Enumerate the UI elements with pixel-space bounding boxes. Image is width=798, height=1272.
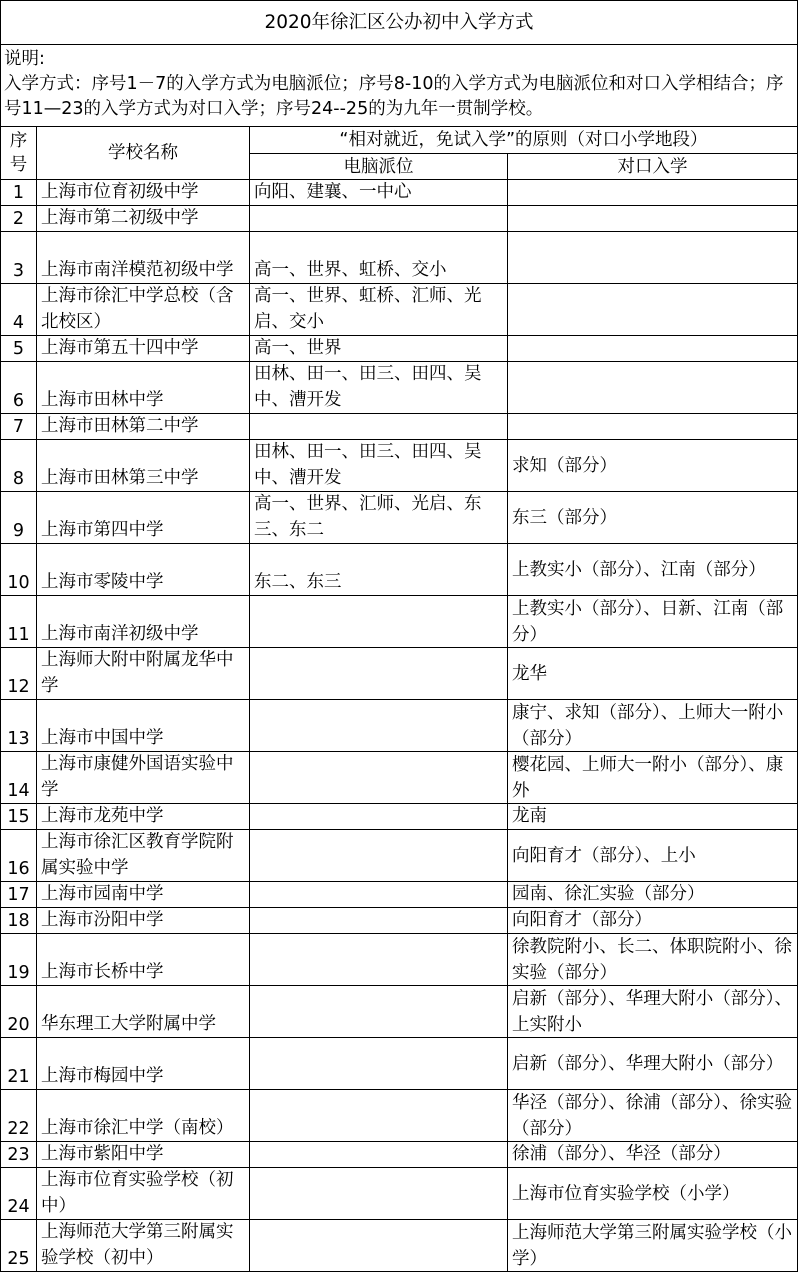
row-index-text: 21	[7, 1067, 30, 1087]
row-school	[37, 986, 250, 1038]
header-school: 学校名称	[37, 127, 250, 180]
row-index-text: 7	[12, 417, 25, 437]
row-school	[37, 284, 250, 336]
row-direct-text: 园南、徐汇实验（部分）	[512, 884, 705, 904]
header-direct: 对口入学	[508, 154, 798, 180]
row-direct-text: 上海市位育实验学校（小学）	[512, 1183, 740, 1204]
row-lottery	[250, 648, 508, 700]
row-lottery	[250, 804, 508, 830]
row-school-text: 上海市中国中学	[41, 728, 164, 748]
row-lottery-text: 田林、田一、田三、田四、吴中、漕开发	[254, 364, 482, 410]
row-index-text: 8	[12, 469, 25, 489]
row-direct-text: 上海师范大学第三附属实验学校（小学）	[512, 1222, 792, 1269]
row-direct	[508, 1168, 798, 1220]
row-direct-text: 启新（部分）、华理大附小（部分）	[512, 1053, 784, 1074]
row-lottery	[250, 700, 508, 752]
row-school-text: 上海师大附中附属龙华中学	[41, 650, 234, 696]
row-school	[37, 1168, 250, 1220]
note-text: 入学方式：序号1－7的入学方式为电脑派位；序号8-10的入学方式为电脑派位和对口入学相结合；序号11—23的入学方式为对口入学；序号24--25的为九年一贯制学校。	[4, 74, 784, 119]
header-index: 序号	[1, 127, 37, 180]
row-school	[37, 544, 250, 596]
row-lottery-text: 高一、世界	[254, 338, 342, 358]
row-index	[1, 414, 37, 440]
row-school-text: 上海市园南中学	[41, 884, 164, 904]
row-school-text: 上海市梅园中学	[41, 1066, 164, 1086]
row-lottery	[250, 284, 508, 336]
row-index	[1, 1220, 37, 1272]
row-school-text: 上海市零陵中学	[41, 572, 164, 592]
row-direct-text: 徐教院附小、长二、体职院附小、徐实验（部分）	[512, 936, 792, 983]
row-school-text: 上海市第五十四中学	[41, 338, 199, 358]
row-direct-text: 东三（部分）	[512, 507, 617, 528]
row-school	[37, 232, 250, 284]
row-school-text: 上海师范大学第三附属实验学校（初中）	[41, 1222, 234, 1268]
row-school-text: 上海市紫阳中学	[41, 1144, 164, 1164]
row-lottery	[250, 830, 508, 882]
row-index-text: 5	[12, 339, 25, 359]
row-school	[37, 206, 250, 232]
table-title: 2020年徐汇区公办初中入学方式	[1, 1, 798, 45]
row-school-text: 上海市位育实验学校（初中）	[41, 1170, 234, 1216]
row-index	[1, 1038, 37, 1090]
row-index	[1, 1090, 37, 1142]
row-school	[37, 908, 250, 934]
row-school-text: 上海市南洋初级中学	[41, 624, 199, 644]
row-index-text: 9	[12, 521, 25, 541]
row-school-text: 上海市田林中学	[41, 390, 164, 410]
row-index	[1, 882, 37, 908]
row-index	[1, 700, 37, 752]
row-direct-text: 华泾（部分）、徐浦（部分）、徐实验（部分）	[512, 1092, 792, 1139]
row-index	[1, 544, 37, 596]
row-school-text: 上海市第二初级中学	[41, 208, 199, 228]
note-label: 说明:	[4, 49, 45, 69]
row-index	[1, 596, 37, 648]
row-direct-text: 向阳育才（部分）、上小	[512, 845, 696, 866]
row-direct	[508, 284, 798, 336]
row-school-text: 上海市田林第三中学	[41, 468, 199, 488]
row-lottery	[250, 596, 508, 648]
row-index	[1, 232, 37, 284]
row-lottery	[250, 882, 508, 908]
row-lottery	[250, 1038, 508, 1090]
row-index	[1, 492, 37, 544]
row-index	[1, 1142, 37, 1168]
row-school	[37, 1090, 250, 1142]
row-lottery	[250, 232, 508, 284]
row-school-text: 上海市康健外国语实验中学	[41, 754, 234, 800]
row-index-text: 12	[7, 677, 30, 697]
row-school	[37, 596, 250, 648]
row-school	[37, 934, 250, 986]
row-index-text: 13	[7, 729, 30, 749]
row-school-text: 上海市徐汇区教育学院附属实验中学	[41, 832, 234, 878]
row-lottery	[250, 180, 508, 206]
row-direct-text: 龙华	[512, 663, 547, 684]
row-school	[37, 648, 250, 700]
row-direct	[508, 336, 798, 362]
row-school-text: 上海市南洋模范初级中学	[41, 260, 234, 280]
row-school-text: 上海市田林第二中学	[41, 416, 199, 436]
row-lottery-text: 高一、世界、汇师、光启、东三、东二	[254, 494, 482, 540]
row-lottery	[250, 908, 508, 934]
row-direct	[508, 206, 798, 232]
row-index	[1, 336, 37, 362]
row-direct-text: 樱花园、上师大一附小（部分）、康外	[512, 754, 784, 801]
row-direct-text: 求知（部分）	[512, 455, 617, 476]
row-school	[37, 1038, 250, 1090]
row-direct	[508, 1142, 798, 1168]
row-direct	[508, 752, 798, 804]
row-lottery	[250, 752, 508, 804]
row-direct	[508, 440, 798, 492]
row-index	[1, 1168, 37, 1220]
row-school-text: 上海市龙苑中学	[41, 806, 164, 826]
row-school-text: 华东理工大学附属中学	[41, 1014, 216, 1034]
row-lottery	[250, 362, 508, 414]
row-direct	[508, 830, 798, 882]
row-lottery	[250, 544, 508, 596]
row-school	[37, 362, 250, 414]
row-lottery-text: 向阳、建襄、一中心	[254, 182, 412, 202]
row-school	[37, 180, 250, 206]
row-school	[37, 804, 250, 830]
row-index-text: 22	[7, 1119, 30, 1139]
row-index-text: 3	[12, 261, 25, 281]
row-index-text: 19	[7, 963, 30, 983]
row-lottery-text: 高一、世界、虹桥、交小	[254, 260, 447, 280]
row-direct	[508, 908, 798, 934]
row-school	[37, 700, 250, 752]
row-school	[37, 752, 250, 804]
row-direct-text: 上教实小（部分）、江南（部分）	[512, 559, 766, 580]
row-lottery	[250, 934, 508, 986]
row-index-text: 16	[7, 859, 30, 879]
row-index	[1, 986, 37, 1038]
row-index-text: 25	[7, 1249, 30, 1269]
row-index	[1, 284, 37, 336]
row-index-text: 1	[12, 183, 25, 203]
row-direct	[508, 700, 798, 752]
row-school-text: 上海市第四中学	[41, 520, 164, 540]
row-direct	[508, 1038, 798, 1090]
row-lottery	[250, 986, 508, 1038]
row-index-text: 11	[7, 625, 30, 645]
row-direct	[508, 804, 798, 830]
row-index-text: 4	[12, 313, 25, 333]
row-index	[1, 440, 37, 492]
row-index-text: 18	[7, 911, 30, 931]
row-direct	[508, 492, 798, 544]
row-index	[1, 180, 37, 206]
row-direct	[508, 180, 798, 206]
row-index-text: 20	[7, 1015, 30, 1035]
row-school-text: 上海市徐汇中学总校（含北校区）	[41, 286, 234, 332]
row-lottery	[250, 1142, 508, 1168]
row-direct-text: 徐浦（部分）、华泾（部分）	[512, 1144, 731, 1164]
row-index	[1, 908, 37, 934]
row-direct-text: 龙南	[512, 806, 547, 826]
row-direct-text: 上教实小（部分）、日新、江南（部分）	[512, 598, 784, 645]
row-direct	[508, 232, 798, 284]
row-lottery-text: 田林、田一、田三、田四、吴中、漕开发	[254, 442, 482, 488]
row-index	[1, 648, 37, 700]
header-principle: “相对就近，免试入学”的原则（对口小学地段）	[250, 127, 798, 154]
row-lottery	[250, 206, 508, 232]
row-index-text: 2	[12, 209, 25, 229]
row-index-text: 10	[7, 573, 30, 593]
row-index-text: 15	[7, 807, 30, 827]
row-index-text: 17	[7, 885, 30, 905]
row-index	[1, 934, 37, 986]
row-school-text: 上海市位育初级中学	[41, 182, 199, 202]
row-lottery-text: 高一、世界、虹桥、汇师、光启、交小	[254, 286, 482, 332]
row-lottery	[250, 414, 508, 440]
row-index-text: 6	[12, 391, 25, 411]
row-school	[37, 492, 250, 544]
row-index-text: 24	[7, 1197, 30, 1217]
row-school	[37, 336, 250, 362]
row-direct-text: 向阳育才（部分）	[512, 910, 652, 930]
row-lottery	[250, 1090, 508, 1142]
row-direct	[508, 362, 798, 414]
row-school	[37, 1220, 250, 1272]
row-lottery-text: 东二、东三	[254, 572, 342, 592]
row-direct	[508, 1090, 798, 1142]
row-direct-text: 康宁、求知（部分）、上师大一附小（部分）	[512, 702, 784, 749]
header-lottery: 电脑派位	[250, 154, 508, 180]
row-lottery	[250, 1220, 508, 1272]
row-direct	[508, 596, 798, 648]
row-direct	[508, 648, 798, 700]
row-index-text: 14	[7, 781, 30, 801]
row-index	[1, 830, 37, 882]
row-school	[37, 830, 250, 882]
row-index	[1, 804, 37, 830]
row-school	[37, 882, 250, 908]
row-school-text: 上海市汾阳中学	[41, 910, 164, 930]
row-direct	[508, 986, 798, 1038]
row-school-text: 上海市长桥中学	[41, 962, 164, 982]
row-direct	[508, 934, 798, 986]
note-block	[1, 45, 798, 127]
row-index	[1, 206, 37, 232]
row-direct	[508, 882, 798, 908]
row-direct-text: 启新（部分）、华理大附小（部分）、上实附小	[512, 988, 792, 1035]
row-direct	[508, 1220, 798, 1272]
row-school	[37, 440, 250, 492]
row-lottery	[250, 336, 508, 362]
row-lottery	[250, 1168, 508, 1220]
row-index	[1, 752, 37, 804]
row-school	[37, 1142, 250, 1168]
row-direct	[508, 544, 798, 596]
row-direct	[508, 414, 798, 440]
row-index-text: 23	[7, 1145, 30, 1165]
row-school-text: 上海市徐汇中学（南校）	[41, 1118, 234, 1138]
row-index	[1, 362, 37, 414]
row-lottery	[250, 440, 508, 492]
row-lottery	[250, 492, 508, 544]
row-school	[37, 414, 250, 440]
